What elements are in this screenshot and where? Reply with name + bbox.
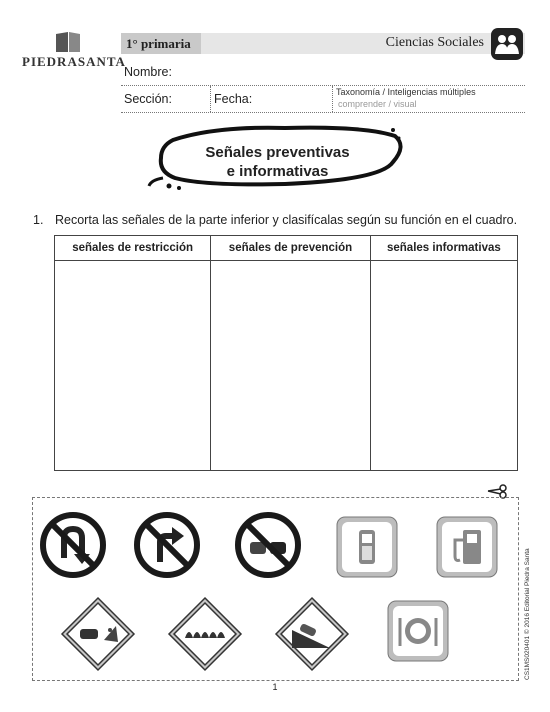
classification-table — [54, 235, 518, 471]
no-overtaking-icon[interactable] — [235, 512, 301, 578]
title-line-1: Señales preventivas — [205, 144, 350, 161]
instruction-text: Recorta las señales de la parte inferior y clasifícalas según su función en el cuadro. — [55, 213, 518, 227]
name-field[interactable] — [121, 84, 525, 86]
steep-descent-icon[interactable] — [274, 596, 350, 672]
group-people-icon — [491, 28, 523, 60]
section-date-line[interactable] — [121, 111, 525, 113]
name-label: Nombre: — [124, 65, 172, 79]
telephone-icon[interactable] — [336, 516, 398, 578]
informative-drop-cell[interactable] — [370, 261, 517, 471]
logo — [22, 30, 126, 70]
section-label: Sección: — [124, 92, 172, 106]
page-number: 1 — [272, 682, 278, 692]
book-logo-icon — [22, 30, 114, 54]
copyright-text: CS1MS020401 © 2016 Editorial Piedra Santa — [524, 548, 531, 680]
gas-station-icon[interactable] — [436, 516, 498, 578]
column-header: señales informativas — [370, 236, 517, 261]
column-header: señales de prevención — [211, 236, 371, 261]
date-label: Fecha: — [214, 92, 253, 106]
column-header: señales de restricción — [55, 236, 211, 261]
logo-text: PIEDRASANTA — [22, 54, 126, 69]
row-divider — [210, 86, 211, 112]
title-line-2: e informativas — [226, 163, 329, 180]
no-u-turn-icon[interactable] — [40, 512, 106, 578]
grade-label: 1° primaria — [126, 36, 191, 51]
prevention-drop-cell[interactable] — [211, 261, 371, 471]
instruction-number: 1. — [33, 213, 44, 227]
row-divider — [332, 86, 333, 112]
subject-title: Ciencias Sociales — [385, 35, 484, 50]
falling-rocks-icon[interactable] — [60, 596, 136, 672]
title-cloud — [145, 122, 410, 194]
taxonomy-values: comprender / visual — [338, 99, 417, 109]
restaurant-icon[interactable] — [387, 600, 449, 662]
no-right-turn-icon[interactable] — [134, 512, 200, 578]
taxonomy-label: Taxonomía / Inteligencias múltiples — [336, 87, 476, 97]
bumps-icon[interactable] — [167, 596, 243, 672]
restriction-drop-cell[interactable] — [55, 261, 211, 471]
